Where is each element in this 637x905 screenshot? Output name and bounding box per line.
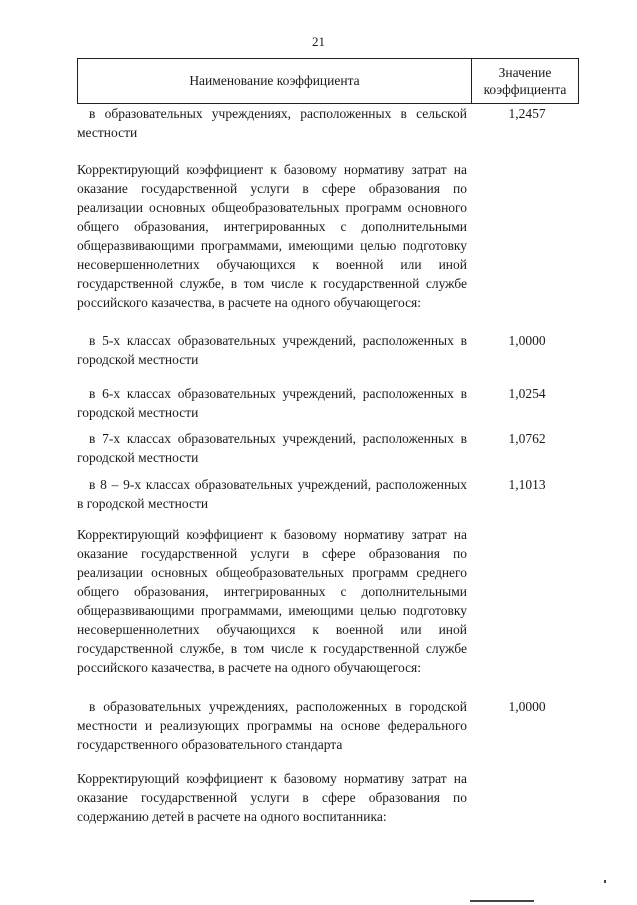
row-value: 1,0000 <box>508 699 546 714</box>
scan-mark <box>604 880 606 883</box>
row-value: 1,0762 <box>508 431 546 446</box>
value-column-header: Значение коэффициента <box>483 65 567 97</box>
scan-mark <box>470 900 534 902</box>
row-text: Корректирующий коэффициент к базовому нормативу затрат на оказание государственной услуги в сфере образования по реализации основных общеобразовательных программ среднего общего образования, интегрированных с дополнительными общеразвивающими программами, имеющими целью подготовку несовершеннолетних обучающихся к военной или иной государственной службе, в том числе к государственной службе российского казачества, в расчете на одного обучающегося: <box>77 527 467 675</box>
row-value: 1,0000 <box>508 333 546 348</box>
row-text: в 6-х классах образовательных учреждений, расположенных в городской местности <box>77 386 467 420</box>
row-text: в 7-х классах образовательных учреждений, расположенных в городской местности <box>77 431 467 465</box>
name-column-header: Наименование коэффициента <box>78 59 472 103</box>
row-text: Корректирующий коэффициент к базовому нормативу затрат на оказание государственной услуги в сфере образования по содержанию детей в расчете на одного воспитанника: <box>77 771 467 824</box>
row-value: 1,2457 <box>508 106 546 121</box>
table-header <box>77 58 579 104</box>
row-text: в 8 – 9-х классах образовательных учреждений, расположенных в городской местности <box>77 477 467 511</box>
row-text: в образовательных учреждениях, расположенных в городской местности и реализующих программы на основе федерального государственного образовательного стандарта <box>77 699 467 752</box>
page-number: 21 <box>312 34 325 49</box>
row-text: Корректирующий коэффициент к базовому нормативу затрат на оказание государственной услуги в сфере образования по реализации основных общеобразовательных программ основного общего образования, интегрированных с дополнительными общеразвивающими программами, имеющими целью подготовку несовершеннолетних обучающихся к военной или иной государственной службе, в том числе к государственной службе российского казачества, в расчете на одного обучающегося: <box>77 162 467 310</box>
row-text: в 5-х классах образовательных учреждений, расположенных в городской местности <box>77 333 467 367</box>
row-value: 1,1013 <box>508 477 546 492</box>
row-value: 1,0254 <box>508 386 546 401</box>
row-text: в образовательных учреждениях, расположенных в сельской местности <box>77 106 467 140</box>
